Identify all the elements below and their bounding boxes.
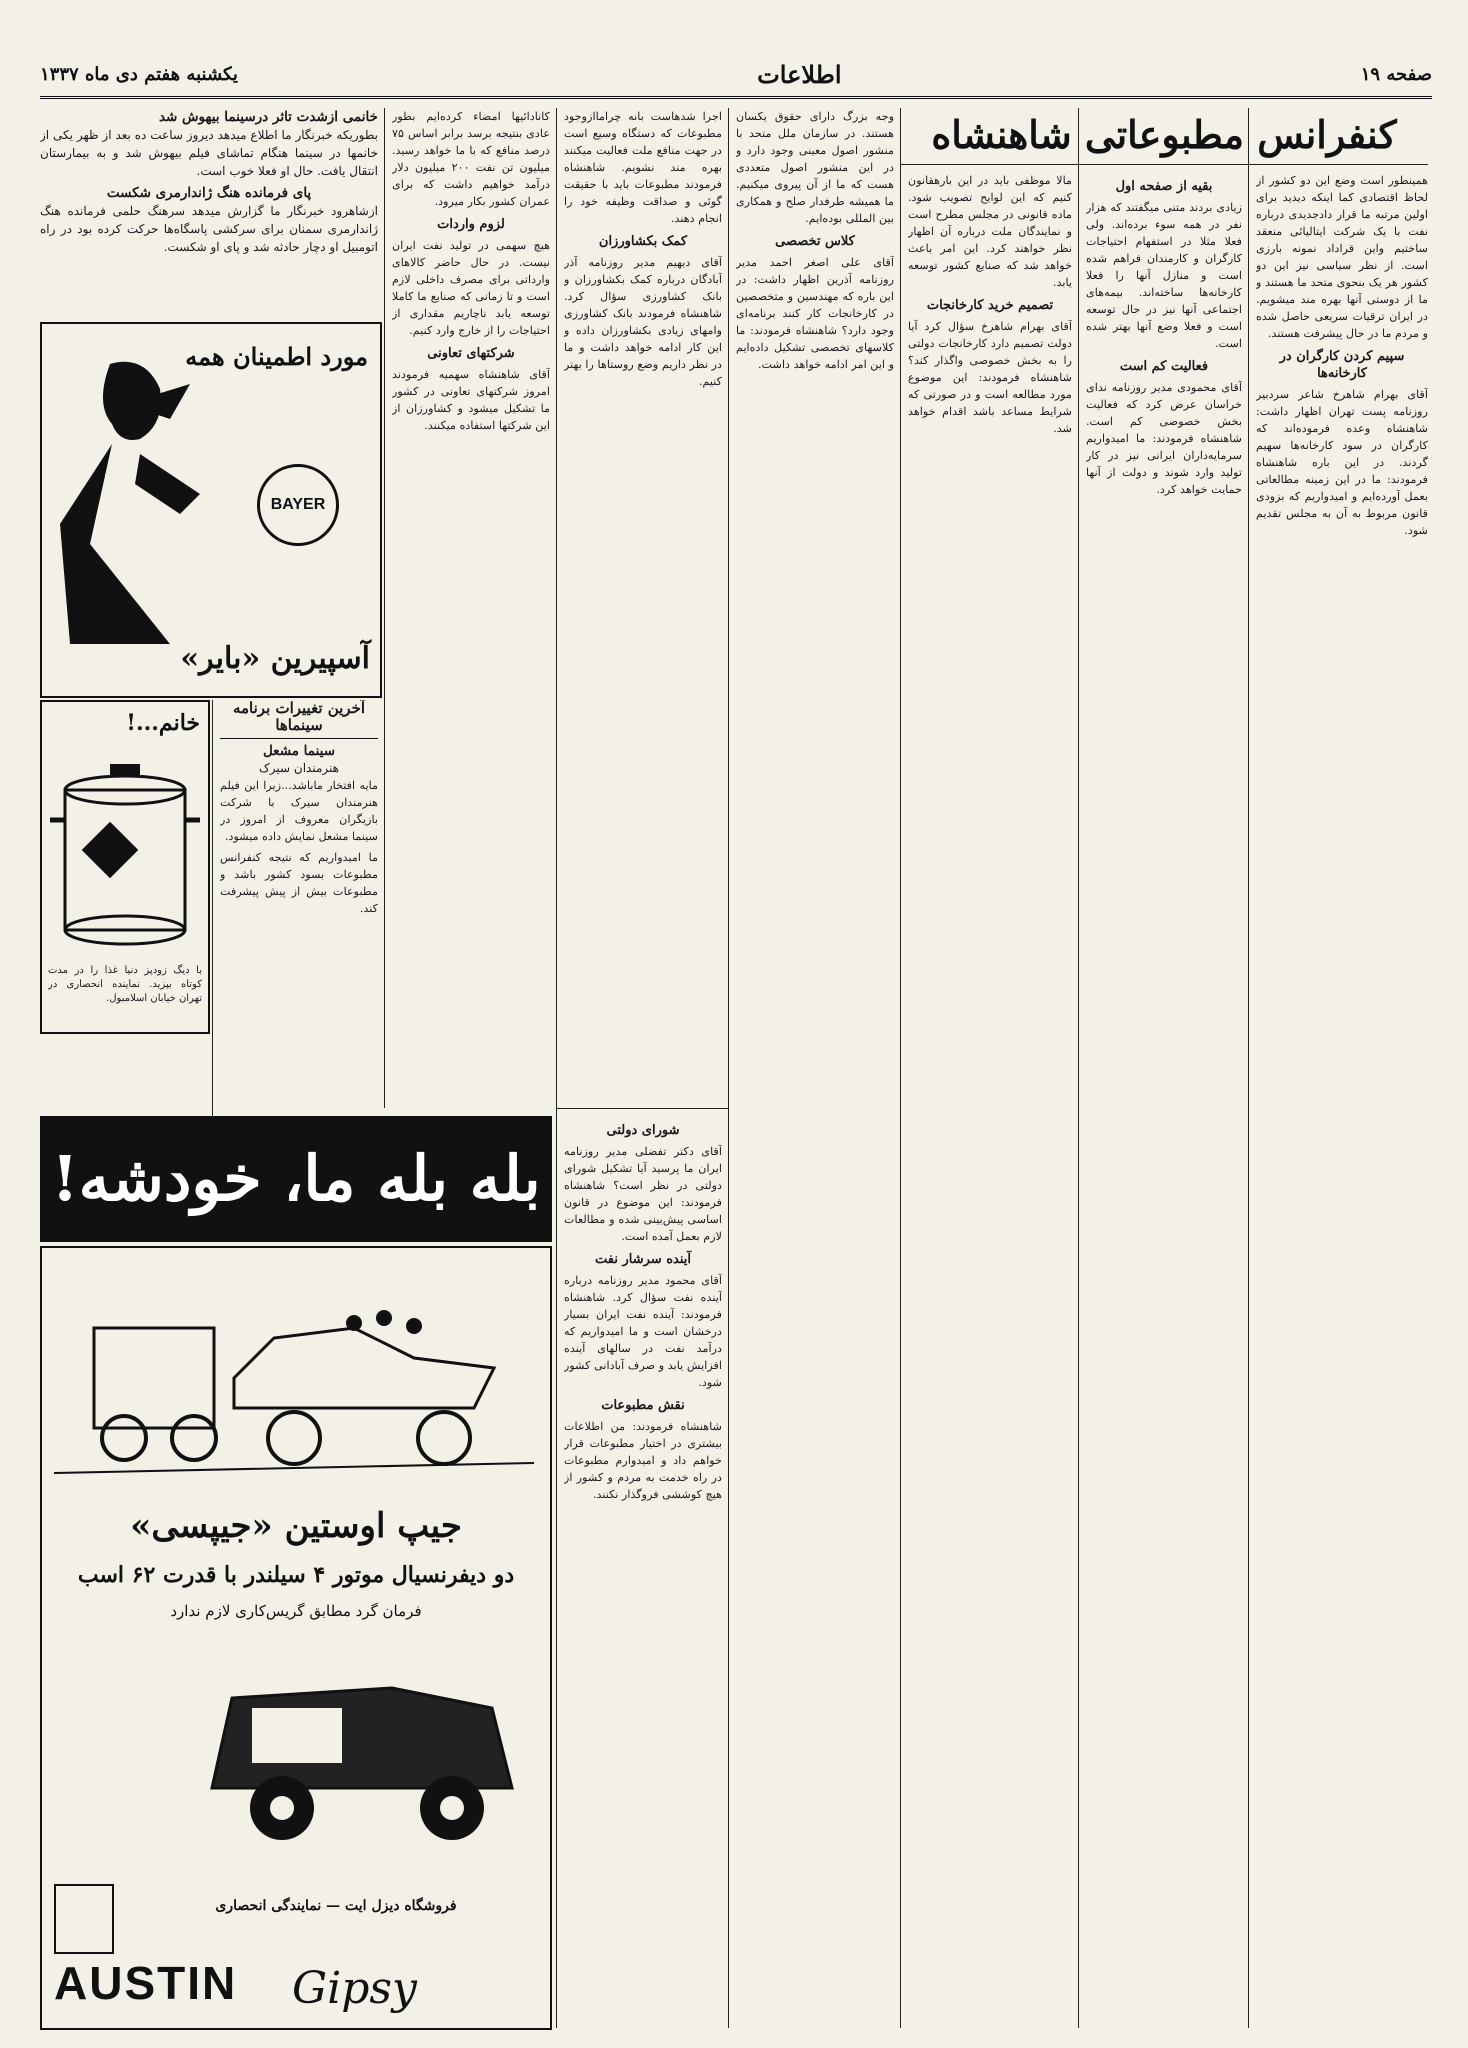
- article-subheading: کمک بکشاورزان: [598, 234, 688, 249]
- masthead: [40, 52, 1432, 99]
- article-column-7: [564, 1116, 722, 2028]
- article-column-2: [1086, 172, 1242, 2028]
- bayer-slogan: مورد اطمینان همه: [185, 342, 368, 371]
- article-text: آقای علی اصغر احمد مدیر روزنامه آذرین اظهار داشت: در این باره که مهندسین و متخصصین در کارخانجات کار کنند برنامه‌ای وجود دارد؟ شاهنشاه فرمودند: ما کلاسهای تخصصی تشکیل داده‌ایم و این امر ادامه خواهد داشت.: [736, 256, 894, 371]
- article-subheading: تصمیم خرید کارخانجات: [926, 298, 1054, 313]
- bayer-product-name: آسپیرین «بایر»: [180, 641, 370, 676]
- cinema-name: سینما مشعل: [262, 743, 336, 759]
- column-rule: [728, 108, 729, 2028]
- article-text: آقای دیهیم مدیر روزنامه آذر آبادگان درباره کمک بکشاورزان و بانک کشاورزی سؤال کرد. شاهنشاه فرمودند بانک کشاورزی وامهای زیادی بکشاورزان داده و این کار ادامه خواهد داشت و ما در نظر داریم وضع روستاها را بهتر کنیم.: [564, 256, 722, 388]
- article-subheading: شرکتهای تعاونی: [427, 346, 515, 361]
- article-subheading: فعالیت کم است: [1119, 359, 1209, 374]
- jeep-slogan-banner: [40, 1116, 552, 1242]
- headline-rule: [900, 164, 1428, 165]
- article-text: آقای بهرام شاهرخ سؤال کرد آیا دولت تصمیم دارد کارخانجات دولتی را به بخش خصوصی واگذار کند؟ شاهنشاه فرمودند: این موضوع مورد مطالعه است و در صورتی که شرایط مساعد باشد اقدام خواهد شد.: [908, 320, 1072, 435]
- newspaper-name: اطلاعات: [757, 59, 842, 89]
- article-text: آقای بهرام شاهرخ شاعر سردبیر روزنامه پست تهران اظهار داشت: شاهنشاه وعده فرموده‌اند که کارگران در سود کارخانه‌ها سهیم گردند. در این باره شاهنشاه فرمودند: ما در این زمینه مطالعاتی بعمل آورده‌ایم و امیدواریم که بزودی قانون مربوط به آن به مجلس تقدیم شود.: [1256, 388, 1428, 537]
- news-headline: خانمی ازشدت تاثر درسینما بیهوش شد: [158, 109, 378, 125]
- cinema-text: ما امیدواریم که نتیجه کنفرانس مطبوعات بسود کشور باشد و مطبوعات بیش از پیش پیشرفت کند.: [220, 851, 378, 915]
- cooker-text: با دیگ زودپز دنیا غذا را در مدت کوتاه بپزید. نماینده انحصاری در تهران خیابان اسلامبول.: [48, 965, 202, 1004]
- article-text: زیادی بردند متنی میگفتند که هزار نفر در همه سوء برده‌اند. ولی فعلا مثلا در استفهام احتیاجات کارگران و کارمندان فراهم شده است و منازل آنها را فعلا کارخانه‌ها ساخته‌اند. بیمه‌های اجتماعی آنها نیز در حال توسعه است و فعلا وضع آنها بهتر شده است.: [1086, 201, 1242, 350]
- continued-note: بقیه از صفحه اول: [1115, 179, 1213, 194]
- bayer-logo: BAYER: [257, 464, 339, 546]
- article-subheading: نقش مطبوعات: [601, 1398, 685, 1413]
- article-text: وجه بزرگ دارای حقوق یکسان هستند. در سازمان ملل متحد با منشور اصول معینی وجود دارد و در این منشور اصول متعددی هست که ما از آن پیروی میکنیم. ما همیشه طرفدار صلح و همکاری بین المللی بوده‌ایم.: [736, 110, 894, 225]
- cinema-film: هنرمندان سیرک: [259, 761, 339, 775]
- jeep-closeup-icon: [192, 1638, 532, 1868]
- column-rule: [1248, 108, 1249, 2028]
- article-column-6: [392, 108, 550, 1108]
- column-rule: [1078, 108, 1079, 2028]
- news-headline: پای فرمانده هنگ ژاندارمری شکست: [106, 185, 312, 201]
- column-rule: [556, 1108, 557, 2028]
- article-text: آقای محمودی مدیر روزنامه ندای خراسان عرض کرد که فعالیت بخش خصوصی کم است. شاهنشاه فرمودند: ما امیدواریم سرمایه‌داران ایرانی نیز در کار تولید وارد شوند و دولت از آنها حمایت خواهد کرد.: [1086, 381, 1242, 496]
- column-rule: [900, 108, 901, 2028]
- article-text: آقای شاهنشاه سهمیه فرمودند امروز شرکتهای تعاونی در کشور ما تشکیل میشود و کشاورزان از این شرکتها استفاده میکنند.: [392, 368, 550, 432]
- gipsy-logo: Gipsy: [292, 1963, 417, 2014]
- article-column-1: [1256, 172, 1428, 2028]
- bayer-aspirin-ad: [40, 322, 382, 698]
- page-number: صفحه ۱۹: [1360, 63, 1432, 85]
- article-subheading: لزوم واردات: [437, 217, 505, 232]
- article-text: همینطور است وضع این دو کشور از لحاظ اقتصادی کما اینکه دیدید برای اولین مرتبه ما قرار دادجدیدی درباره نفت با یک شرکت ایتالیائی منعقد ساختیم واین قراداد نمونه بارزی است. از نظر سیاسی نیز این دو کشور هر یک بنحوی متحد ما هستند و ما از دوستی آنها بهره مند میشویم. در ایران ترقیات سریعی حاصل شده و مردم ما در حال پیشرفت هستند.: [1256, 174, 1428, 340]
- article-text: شاهنشاه فرمودند: من اطلاعات بیشتری در اختیار مطبوعات قرار خواهم داد و امیدوارم مطبوعات در راه خدمت به مردم و کشور از هیچ کوششی فروگذار نکنند.: [564, 1420, 722, 1501]
- main-headline: کنفرانس مطبوعاتی شاهنشاه: [931, 112, 1397, 157]
- headache-figure-icon: [50, 344, 220, 644]
- article-subheading: کلاس تخصصی: [775, 234, 855, 249]
- austin-logo: AUSTIN: [54, 1957, 238, 2009]
- cinema-text: مایه افتخار ماباشد...زیرا این فیلم هنرمندان سیرک با شرکت بازیگران معروف از امروز در سینما مشعل نمایش داده میشود.: [220, 779, 378, 843]
- austin-dealer: فروشگاه دیزل ایت — نمایندگی انحصاری: [215, 1898, 457, 1914]
- pressure-cooker-icon: [50, 750, 200, 960]
- article-subheading: آینده سرشار نفت: [595, 1252, 691, 1267]
- article-column-3: [908, 172, 1072, 2028]
- austin-gipsy-ad: [40, 1246, 552, 2030]
- article-text: آقای دکتر تفضلی مدیر روزنامه ایران ما پرسید آیا تشکیل شورای دولتی در نظر است؟ شاهنشاه فرمودند: این موضوع در قانون اساسی پیش‌بینی شده و مطالعات لازم بعمل آمده است.: [564, 1145, 722, 1243]
- article-column-4: [736, 108, 894, 2028]
- jeep-drawing-icon: [54, 1268, 534, 1498]
- news-block: [40, 108, 378, 318]
- section-rule: [556, 1108, 728, 1109]
- dealer-emblem-icon: [54, 1884, 114, 1954]
- jeep-spec: دو دیفرنسیال موتور ۴ سیلندر با قدرت ۶۲ اسب: [77, 1562, 515, 1588]
- news-text: بطوریکه خبرنگار ما اطلاع میدهد دیروز ساعت ده بعد از ظهر یکی از خانمها در سینما هنگام تماشای فیلم بیهوش شد و به بیمارستان انتقال یافت. حال او فعلا خوب است.: [40, 128, 378, 178]
- article-text: هیچ سهمی در تولید نفت ایران نیست. در حال حاضر کالاهای وارداتی برای مصرف داخلی لازم است و تا زمانی که صنایع ما کاملا توسعه یابد ناچاریم مقداری از احتیاجات را از خارج وارد کنیم.: [392, 239, 550, 337]
- pressure-cooker-ad: [40, 700, 210, 1034]
- news-text: ازشاهرود خبرنگار ما گزارش میدهد سرهنگ حلمی فرمانده هنگ ژاندارمری سمنان برای سرکشی پاسگاه‌ها حرکت کرده بود در راه اتومبیل او دچار حادثه شد و پای او شکست.: [40, 204, 378, 254]
- jeep-product-name: جیپ اوستین «جیپسی»: [130, 1506, 462, 1546]
- article-subheading: سپیم کردن کارگران در کارخانه‌ها: [1279, 349, 1405, 381]
- article-column-5: [564, 108, 722, 1108]
- issue-date: یکشنبه هفتم دی ماه ۱۳۳۷: [40, 63, 238, 85]
- cinema-programme: [220, 700, 378, 1030]
- jeep-slogan: بله بله ما، خودشه!: [51, 1142, 541, 1215]
- article-text: آقای محمود مدیر روزنامه درباره آینده نفت سؤال کرد. شاهنشاه فرمودند: آینده نفت ایران بسیار درخشان است و ما امیدواریم که درآمد نفت در سالهای آینده افزایش یابد و صرف آبادانی کشور شود.: [564, 1274, 722, 1389]
- article-subheading: شورای دولتی: [606, 1123, 680, 1138]
- article-text: اجرا شدهاست بانه چراماازوجود مطبوعات که دستگاه وسیع است در جهت منافع ملت فعالیت میکنند بهره مند نشویم. شاهنشاه فرمودند مطبوعات باید با حقیقت گوئی و صداقت وظیفه خود را انجام دهند.: [564, 110, 722, 225]
- article-text: مالا موظفی باید در این بارهقانون کنیم که این لوایح تصویب شود. ماده قانونی در مجلس مطرح است و نمایندگان ملت درباره آن اظهار نظر خواهند کرد. این امر باعث خواهد شد که صنایع کشور توسعه یابد.: [908, 174, 1072, 289]
- cinema-heading: آخرین تغییرات برنامه سینماها: [232, 700, 366, 734]
- column-rule: [384, 108, 385, 1108]
- cooker-slogan: خانم...!: [126, 710, 200, 736]
- article-text: کانادائیها امضاء کرده‌ایم بطور عادی بنتیجه برسد برابر اساس ۷۵ درصد منافع که با ما خواهد رسید. میلیون تن نفت ۲۰۰ میلیون دلار درآمد خواهیم داشت که برای عمران کشور بکار میرود.: [392, 110, 550, 208]
- jeep-note: فرمان گرد مطابق گریس‌کاری لازم ندارد: [170, 1602, 422, 1620]
- column-rule: [212, 700, 213, 1120]
